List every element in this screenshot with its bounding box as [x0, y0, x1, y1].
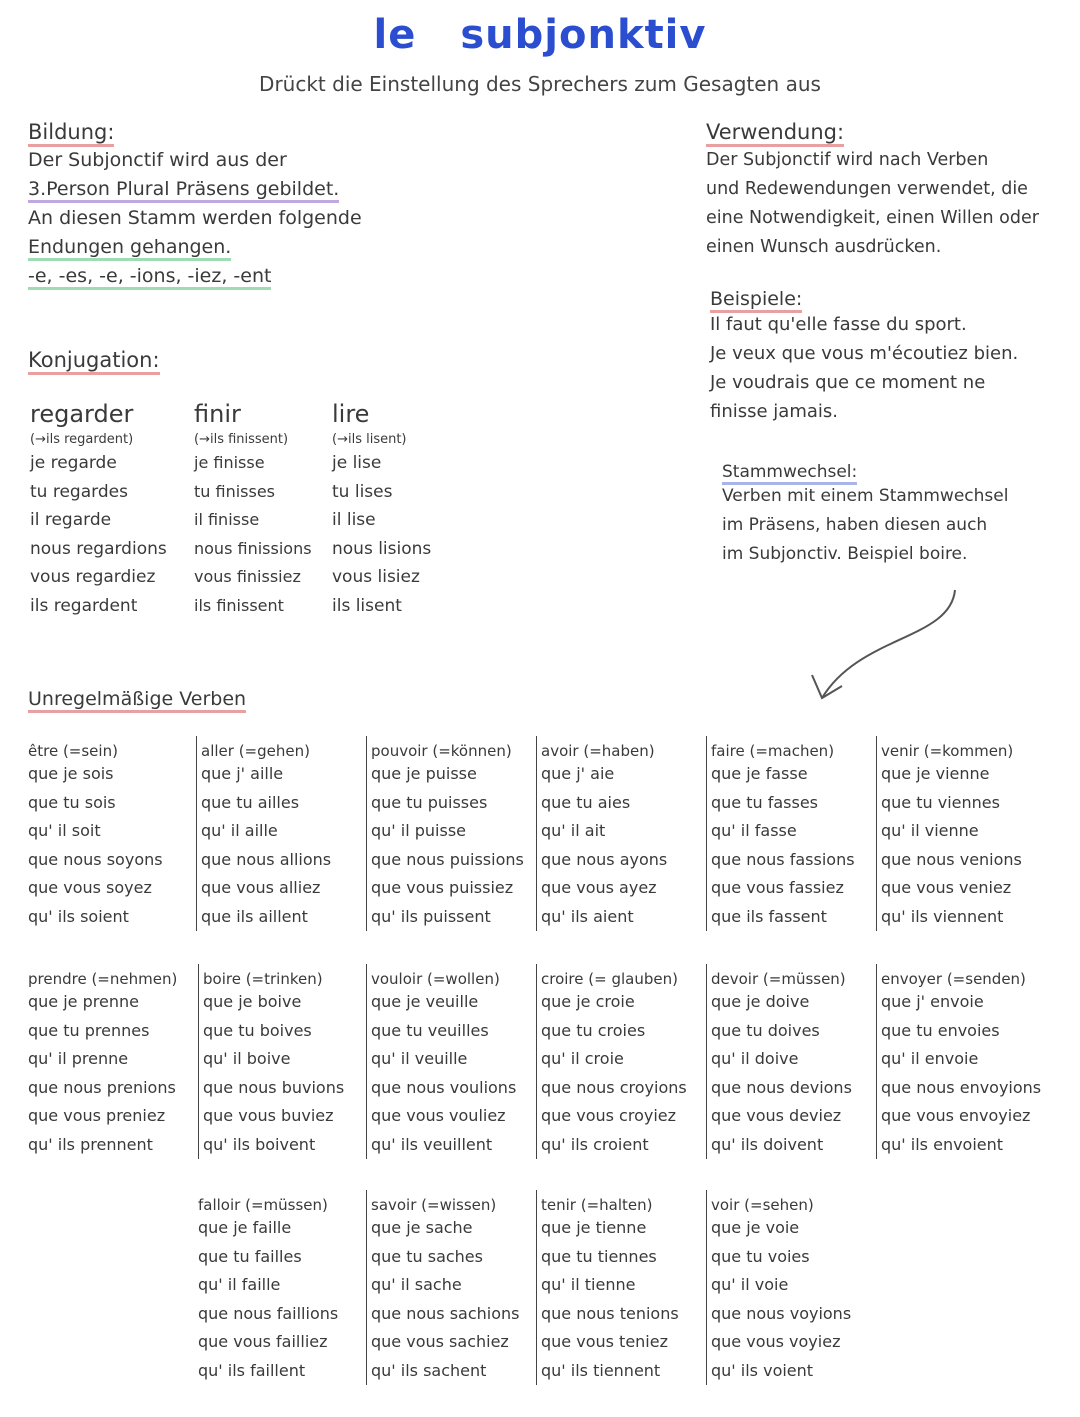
irr-form: que tu ailles [201, 792, 300, 812]
conj-form: je finisse [194, 453, 265, 472]
bildung-line: Der Subjonctif wird aus der [28, 149, 287, 171]
irr-form: qu' ils puissent [371, 906, 491, 926]
irr-form: que je sache [371, 1218, 473, 1237]
irr-form: qu' il boive [203, 1049, 291, 1068]
irr-form: qu' ils faillent [198, 1360, 306, 1380]
irr-form: que nous soyons [28, 849, 163, 869]
bildung-line: 3.Person Plural Präsens gebildet. [28, 175, 448, 204]
irr-verb-name: faire (=machen) [711, 742, 835, 760]
irr-form: que je fasse [711, 764, 808, 783]
irr-form: que tu voies [711, 1246, 810, 1266]
irr-form: qu' ils aient [541, 906, 634, 926]
irr-form: que nous sachions [371, 1303, 520, 1323]
conj-form: tu regardes [30, 481, 128, 502]
irr-form: que nous fassions [711, 849, 855, 869]
conj-form: tu finisses [194, 481, 276, 501]
irr-form: que vous buviez [203, 1106, 334, 1125]
irr-form: que tu veuilles [371, 1020, 489, 1040]
conj-form: vous regardiez [30, 567, 156, 587]
conj-verb-name: regarder [30, 400, 134, 428]
irr-form: que je prenne [28, 992, 139, 1011]
irr-form: que tu prennes [28, 1020, 150, 1040]
title-word-1: le [373, 12, 417, 58]
irr-form: que tu viennes [881, 792, 1000, 812]
conj-form: il lise [332, 510, 376, 530]
irr-form: que vous envoyiez [881, 1106, 1031, 1125]
irr-form: qu' il voie [711, 1275, 789, 1294]
irr-form: qu' ils doivent [711, 1134, 824, 1154]
irr-form: que j' envoie [881, 992, 984, 1011]
conj-form: nous lisions [332, 538, 432, 559]
irr-form: que je croie [541, 992, 635, 1011]
conj-form: ils regardent [30, 595, 138, 616]
irr-verb-name: aller (=gehen) [201, 742, 310, 760]
page-subtitle: Drückt die Einstellung des Sprechers zum Gesagten aus [259, 72, 821, 96]
conj-verb-name: lire [332, 400, 370, 428]
verwendung-line: und Redewendungen verwendet, die [706, 179, 1028, 199]
irr-form: qu' ils soient [28, 906, 129, 926]
irr-form: que vous ayez [541, 878, 657, 897]
irregular-heading: Unregelmäßige Verben [28, 688, 246, 710]
irr-verb-pouvoir [366, 736, 535, 931]
irr-verb-name: savoir (=wissen) [371, 1196, 497, 1214]
irr-form: que tu boives [203, 1020, 312, 1040]
irr-verb-name: devoir (=müssen) [711, 970, 846, 988]
irr-verb-faire [706, 736, 873, 931]
irr-form: qu' il veuille [371, 1049, 468, 1068]
irr-form: que je puisse [371, 764, 477, 783]
irr-form: que vous deviez [711, 1106, 842, 1125]
conj-form: il regarde [30, 510, 112, 530]
irr-verb-name: prendre (=nehmen) [28, 970, 178, 988]
beispiel-line: Il faut qu'elle fasse du sport. [710, 314, 967, 335]
beispiel-line: finisse jamais. [710, 401, 838, 422]
verwendung-heading: Verwendung: [706, 120, 1066, 144]
irr-form: que tu puisses [371, 792, 488, 812]
verwendung-line: Der Subjonctif wird nach Verben [706, 150, 989, 170]
irr-verb-falloir [198, 1196, 364, 1385]
irr-form: que vous voyiez [711, 1332, 841, 1351]
irr-form: que je boive [203, 992, 302, 1011]
bildung-text [28, 146, 448, 291]
irr-form: que nous voulions [371, 1077, 517, 1097]
conj-form: ils finissent [194, 595, 284, 615]
bildung-line: Endungen gehangen. [28, 233, 448, 262]
conj-form: ils lisent [332, 595, 402, 616]
irr-form: qu' ils prennent [28, 1134, 153, 1154]
irr-form: qu' ils boivent [203, 1134, 316, 1154]
irr-form: qu' il vienne [881, 821, 979, 840]
irr-form: que nous voyions [711, 1303, 852, 1323]
conj-verb-hint: (→ils regardent) [30, 432, 134, 447]
irr-form: que tu envoies [881, 1020, 1000, 1040]
irr-form: qu' il prenne [28, 1049, 129, 1068]
conj-verb-hint: (→ils finissent) [194, 432, 289, 447]
irr-form: que vous croyiez [541, 1106, 677, 1125]
irr-form: qu' il faille [198, 1275, 281, 1294]
irr-verb-etre [28, 742, 194, 931]
beispiele-text [710, 310, 1070, 426]
irr-form: qu' il soit [28, 821, 101, 840]
irr-verb-croire [536, 964, 705, 1159]
irr-form: que vous teniez [541, 1332, 668, 1351]
irr-form: qu' il doive [711, 1049, 799, 1068]
conj-form: nous finissions [194, 538, 312, 558]
irr-form: que nous croyions [541, 1077, 687, 1097]
konjugation-heading: Konjugation: [28, 348, 160, 372]
irr-form: qu' il tienne [541, 1275, 636, 1294]
irr-form: que j' aie [541, 764, 615, 783]
irr-verb-devoir [706, 964, 873, 1159]
irr-form: que vous failliez [198, 1332, 328, 1351]
irr-form: que tu fasses [711, 792, 819, 812]
bildung-section [28, 120, 448, 291]
irr-form: que nous allions [201, 849, 332, 869]
stammwechsel-line: im Subjonctiv. Beispiel boire. [722, 544, 968, 564]
irr-verb-name: voir (=sehen) [711, 1196, 814, 1214]
irr-verb-name: avoir (=haben) [541, 742, 655, 760]
irr-form: que vous alliez [201, 878, 321, 897]
irr-form: que je doive [711, 992, 810, 1011]
irr-form: que nous faillions [198, 1303, 339, 1323]
irr-verb-tenir [536, 1190, 705, 1385]
irr-verb-venir [876, 736, 1051, 931]
irr-form: que nous devions [711, 1077, 852, 1097]
irr-form: qu' il envoie [881, 1049, 979, 1068]
bildung-endings: -e, -es, -e, -ions, -iez, -ent [28, 262, 448, 291]
irr-form: qu' ils sachent [371, 1360, 487, 1380]
irr-form: que tu croies [541, 1020, 646, 1040]
irr-verb-envoyer [876, 964, 1057, 1159]
title-word-2: subjonktiv [460, 12, 707, 58]
irr-form: que vous soyez [28, 878, 152, 897]
irr-form: que nous venions [881, 849, 1022, 869]
irr-form: qu' il ait [541, 821, 606, 840]
stammwechsel-text [722, 482, 1072, 569]
irr-form: que vous fassiez [711, 878, 844, 897]
irr-form: qu' ils voient [711, 1360, 814, 1380]
irr-form: que je faille [198, 1218, 292, 1237]
irr-form: que tu tiennes [541, 1246, 657, 1266]
conj-form: vous finissiez [194, 567, 301, 586]
verwendung-line: eine Notwendigkeit, einen Willen oder [706, 208, 1039, 228]
conj-verb-finir [194, 400, 334, 620]
irr-form: que nous envoyions [881, 1077, 1042, 1097]
irr-verb-name: venir (=kommen) [881, 742, 1014, 760]
irr-form: que nous ayons [541, 849, 668, 869]
irr-form: qu' il sache [371, 1275, 462, 1294]
irr-verb-voir [706, 1190, 873, 1385]
irr-verb-savoir [366, 1190, 535, 1385]
irr-form: que vous sachiez [371, 1332, 509, 1351]
irr-verb-name: vouloir (=wollen) [371, 970, 500, 988]
irr-form: que je sois [28, 764, 114, 783]
irr-verb-name: tenir (=halten) [541, 1196, 653, 1214]
conj-form: tu lises [332, 481, 393, 502]
conj-verb-regarder [30, 400, 190, 620]
beispiel-line: Je veux que vous m'écoutiez bien. [710, 343, 1019, 364]
irr-form: que nous puissions [371, 849, 524, 869]
irr-form: que je tienne [541, 1218, 647, 1237]
irr-form: que vous vouliez [371, 1106, 506, 1125]
stammwechsel-heading: Stammwechsel: [722, 462, 1072, 482]
irr-form: que je voie [711, 1218, 800, 1237]
conj-form: vous lisiez [332, 567, 420, 587]
verwendung-section [706, 120, 1066, 262]
conj-verb-name: finir [194, 400, 241, 428]
irr-verb-prendre [28, 970, 196, 1159]
irr-verb-vouloir [366, 964, 535, 1159]
beispiel-line: Je voudrais que ce moment ne [710, 372, 986, 393]
irr-verb-avoir [536, 736, 703, 931]
irr-form: qu' il croie [541, 1049, 624, 1068]
irr-form: qu' ils envoient [881, 1134, 1004, 1154]
irr-form: que tu failles [198, 1246, 302, 1266]
conj-verb-lire [332, 400, 452, 620]
curved-arrow-icon [800, 580, 970, 710]
irr-form: que tu saches [371, 1246, 483, 1266]
irr-form: que je vienne [881, 764, 990, 783]
irr-form: que nous tenions [541, 1303, 679, 1323]
irr-form: que j' aille [201, 764, 284, 783]
irr-form: que tu aies [541, 792, 631, 812]
page-title [0, 12, 1080, 58]
irr-form: qu' ils tiennent [541, 1360, 661, 1380]
irr-form: que ils aillent [201, 906, 308, 926]
irr-form: que nous buvions [203, 1077, 345, 1097]
irr-form: que tu doives [711, 1020, 820, 1040]
bildung-heading: Bildung: [28, 120, 448, 144]
conj-form: il finisse [194, 510, 260, 529]
verwendung-line: einen Wunsch ausdrücken. [706, 237, 942, 257]
irr-verb-boire [198, 964, 365, 1159]
irr-form: qu' ils veuillent [371, 1134, 493, 1154]
irr-form: que vous preniez [28, 1106, 166, 1125]
irr-form: que je veuille [371, 992, 479, 1011]
irr-form: qu' ils viennent [881, 906, 1004, 926]
conj-form: nous regardions [30, 538, 167, 559]
irr-verb-name: envoyer (=senden) [881, 970, 1026, 988]
irr-form: qu' il puisse [371, 821, 467, 840]
stammwechsel-section [722, 462, 1072, 569]
bildung-line: An diesen Stamm werden folgende [28, 207, 362, 229]
beispiele-heading: Beispiele: [710, 288, 1070, 310]
irr-verb-name: croire (= glauben) [541, 970, 678, 988]
irr-form: que vous puissiez [371, 878, 514, 897]
irr-form: que nous prenions [28, 1077, 176, 1097]
irr-form: qu' ils croient [541, 1134, 649, 1154]
irr-verb-aller [196, 736, 363, 931]
irr-form: qu' il fasse [711, 821, 797, 840]
irr-verb-name: falloir (=müssen) [198, 1196, 328, 1214]
conj-form: je lise [332, 453, 382, 473]
irr-verb-name: être (=sein) [28, 742, 118, 760]
stammwechsel-line: Verben mit einem Stammwechsel [722, 486, 1009, 506]
verwendung-text [706, 146, 1066, 262]
irr-form: qu' il aille [201, 821, 278, 840]
irr-form: que vous veniez [881, 878, 1012, 897]
conj-form: je regarde [30, 453, 117, 473]
irr-verb-name: pouvoir (=können) [371, 742, 512, 760]
conj-verb-hint: (→ils lisent) [332, 432, 407, 447]
stammwechsel-line: im Präsens, haben diesen auch [722, 515, 988, 535]
irr-verb-name: boire (=trinken) [203, 970, 323, 988]
irr-form: que ils fassent [711, 906, 827, 926]
irr-form: que tu sois [28, 792, 116, 812]
beispiele-section [710, 288, 1070, 426]
